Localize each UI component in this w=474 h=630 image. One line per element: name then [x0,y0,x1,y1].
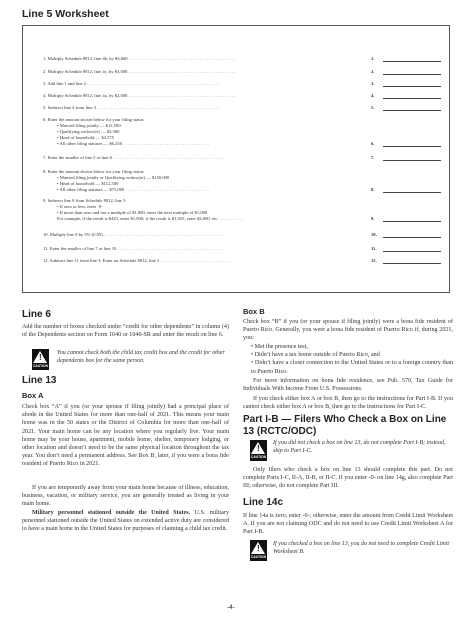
worksheet-line-number: 5. [371,105,375,110]
worksheet-box [22,25,450,293]
worksheet-entry-field[interactable] [383,160,441,161]
worksheet-line-number: 3. [371,81,375,86]
worksheet-sub-item: • Married filing jointly or Qualifying widow(er) — $150,000 [57,175,170,180]
military-paragraph [22,509,229,534]
worksheet-line-text [43,69,363,75]
line6-heading: Line 6 [22,309,51,320]
boxb-paragraph-2: For more information on bona fide residence, see Pub. 570, Tax Guide for Individuals With Income From U.S. Possessions. [243,378,453,393]
line14c-paragraph [243,512,453,537]
line6-caution-note: You cannot check both the child tax credit box and the credit for other dependents box for the same person. [57,350,225,364]
worksheet-sub-item: • All other filing statuses — $75,000 . . . . . . . . . . . . . . . . . . . . . . . . . . . . . . . . . . . . . [57,187,210,192]
worksheet-entry-field[interactable] [383,74,441,75]
worksheet-line-text [43,81,363,87]
worksheet-line-label: 11. Enter the smaller of line 7 or line 10 . . . . . . . . . . . . . . . . . . . . . . . . . . . . . . . . . . . . . . . . . . . . . . [43,246,222,251]
military-text: U.S. military personnel stationed outside the United States on extended active duty are considered to have a main home in the United States for purposes of claiming a child tax credit. [22,510,229,533]
boxb-paragraph-1: Check box “B” if you (or your spouse if filing jointly) were a bona fide resident of Puerto Rico. Generally, you were a bona fide resident of Puerto Rico if, during 2021, you: [243,319,453,342]
worksheet-line-text [43,232,363,238]
boxb-heading: Box B [243,307,265,316]
military-bold-heading: Military personnel stationed outside the United States. [32,510,191,516]
worksheet-sub-item: • All other filing statuses — $6,250 . . . . . . . . . . . . . . . . . . . . . . . . . . . . . . . . . . . . . . [57,141,210,146]
worksheet-line-label: 7. Enter the smaller of line 5 or line 6 . . . . . . . . . . . . . . . . . . . . . . . . . . . . . . . . . . . . . . . . . . . . . . . . . [43,155,225,160]
worksheet-title: Line 5 Worksheet [22,8,109,20]
worksheet-line-label: 12. Subtract line 11 from line 3. Enter on Schedule 8812, line 5 . . . . . . . . . . . . . . . . . . . . . . . . . . . . . . . . [43,258,233,263]
worksheet-line-text [43,105,363,111]
line14c-heading: Line 14c [243,497,284,508]
line13-heading: Line 13 [22,375,57,386]
page-number: -4- [227,604,235,611]
worksheet-line-number: 10. [371,232,377,237]
worksheet-entry-field[interactable] [383,146,441,147]
caution-label: CAUTION [250,555,267,559]
worksheet-line-number: 12. [371,258,377,263]
caution-label: CAUTION [32,364,49,368]
line6-paragraph [22,323,229,339]
worksheet-sub-item: • If zero or less, enter -0- [57,204,103,209]
worksheet-sub-item: • Qualifying widow(er) — $2,500 [57,129,120,134]
line14c-caution-note: If you checked a box on line 13, you do not need to complete Credit Limit Worksheet B. [273,541,450,555]
worksheet-sub-item: • Married filing jointly — $12,500 [57,123,121,128]
boxb-bullet-3: • Didn’t have a closer connection to the United States or to a foreign country than to Puerto Rico. [251,360,453,375]
worksheet-entry-field[interactable] [383,110,441,111]
boxa-paragraph-1: Check box “A” if you (or your spouse if filing jointly) had a principal place of abode in the United States for more than one-half of 2021. This means your main home was in the 50 states or the District of Columbia for more than one-half of 2021. Your main home can be any location where you regularly live. Your main home may be your house, apartment, mobile home, shelter, temporary lodging, or other location and doesn’t need to be the same physical location throughout the tax year. You don’t need a permanent address. See Box B, later, if you were a bona fide resident of Puerto Rico in 2021. [22,404,229,468]
worksheet-line-label: 10. Multiply line 9 by 5% (0.05) . . . . . . . . . . . . . . . . . . . . . . . . . . . . . . . . . . . . . . . . . . . . . . . . . . . . . [43,232,225,237]
boxa-paragraph-2: If you are temporarily away from your main home because of illness, education, business, vacation, or military service, you are generally treated as living in your main home. [22,485,229,508]
worksheet-sub-item: • If more than zero and not a multiple of $1,000, enter the next multiple of $1,000. [57,210,209,215]
worksheet-line-number: 1. [371,56,375,61]
worksheet-line-number: 11. [371,246,377,251]
worksheet-line-text [43,56,363,62]
worksheet-line-text [43,258,363,264]
worksheet-entry-field[interactable] [383,251,441,252]
worksheet-line-label: 5. Subtract line 4 from line 3 . . . . . . . . . . . . . . . . . . . . . . . . . . . . . . . . . . . . . . . . . . . . . . . . . . . . . . [43,105,220,110]
line6-text: Add the number of boxes checked under “credit for other dependents” in column (4) of the Dependents section on Form 1040 or 1040-SR and enter the result on line 6. [22,324,229,339]
worksheet-line-number: 7. [371,155,375,160]
worksheet-line-text [43,93,363,99]
boxb-bullet-2: • Didn’t have a tax home outside of Puerto Rico, and [251,352,380,359]
boxb-bullet-1: • Met the presence test, [251,344,308,350]
worksheet-line-label: 4. Multiply Schedule 8812, line 4a, by $2,000 . . . . . . . . . . . . . . . . . . . . . . . . . . . . . . . . . . . . . . . . . . . . . . . [43,93,236,98]
caution-icon: ! CAUTION [250,540,267,561]
part1b-paragraph: Only filers who check a box on line 13 should complete this part. Do not complete Parts I-C, II-A, II-B, or II-C. If you enter -0- on line 14g, also complete Part III; otherwise, do not complete Part III. [243,467,453,490]
worksheet-entry-field[interactable] [383,86,441,87]
worksheet-line-label: 8. Enter the amount shown below for your filing status [43,169,144,174]
worksheet-entry-field[interactable] [383,263,441,264]
worksheet-sub-item: For example, if the result is $425, enter $1,000; if the result is $1,025, enter $2,000, etc. . . . . . . . . . . . [57,216,244,221]
worksheet-entry-field[interactable] [383,221,441,222]
worksheet-line-text [43,246,363,252]
line14c-text: If line 14a is zero, enter -0-; otherwise, enter the amount from Credit Limit Worksheet A. If you are not claiming ODC and do not need to use Credit Limit Worksheet A for Part I-B. [243,513,453,536]
worksheet-entry-field[interactable] [383,98,441,99]
worksheet-entry-field[interactable] [383,61,441,62]
caution-label: CAUTION [250,455,267,459]
worksheet-line-label: 9. Subtract line 8 from Schedule 8812, line 3 [43,198,126,203]
worksheet-line-text [43,198,363,222]
worksheet-line-number: 8. [371,187,375,192]
worksheet-sub-item: • Head of household — $4,375 [57,135,114,140]
worksheet-line-label: 6. Enter the amount shown below for your filing status [43,117,144,122]
part1b-caution-note: If you did not check a box on line 13, do not complete Part I-B; instead, skip to Part I-C. [273,440,446,454]
worksheet-line-number: 9. [371,216,375,221]
worksheet-line-label: 1. Multiply Schedule 8812, line 4b, by $3,600 . . . . . . . . . . . . . . . . . . . . . . . . . . . . . . . . . . . . . . . . . . . . . . . [43,56,236,61]
worksheet-line-number: 2. [371,69,375,74]
worksheet-line-number: 6. [371,141,375,146]
worksheet-entry-field[interactable] [383,192,441,193]
worksheet-line-text [43,155,363,161]
caution-icon: ! CAUTION [32,349,49,370]
worksheet-sub-item: • Head of household — $112,500 [57,181,119,186]
caution-icon: ! CAUTION [250,440,267,461]
worksheet-line-text [43,169,363,193]
part1b-heading: Part I-B — Filers Who Check a Box on Line 13 (RCTC/ODC) [243,414,447,437]
boxb-paragraph-3: If you check either box A or box B, then go to the instructions for Part I-B. If you cannot check either box A or box B, then go to the instructions for Part I-C. [243,396,453,411]
worksheet-line-label: 2. Multiply Schedule 8812, line 4c, by $3,000 . . . . . . . . . . . . . . . . . . . . . . . . . . . . . . . . . . . . . . . . . . . . . . . [43,69,236,74]
worksheet-entry-field[interactable] [383,237,441,238]
worksheet-line-text [43,117,363,147]
boxb-bullet-list [243,343,453,376]
worksheet-line-label: 3. Add line 1 and line 2 . . . . . . . . . . . . . . . . . . . . . . . . . . . . . . . . . . . . . . . . . . . . . . . . . . . . . . . . . . [43,81,220,86]
worksheet-line-number: 4. [371,93,375,98]
boxa-heading: Box A [22,391,44,400]
